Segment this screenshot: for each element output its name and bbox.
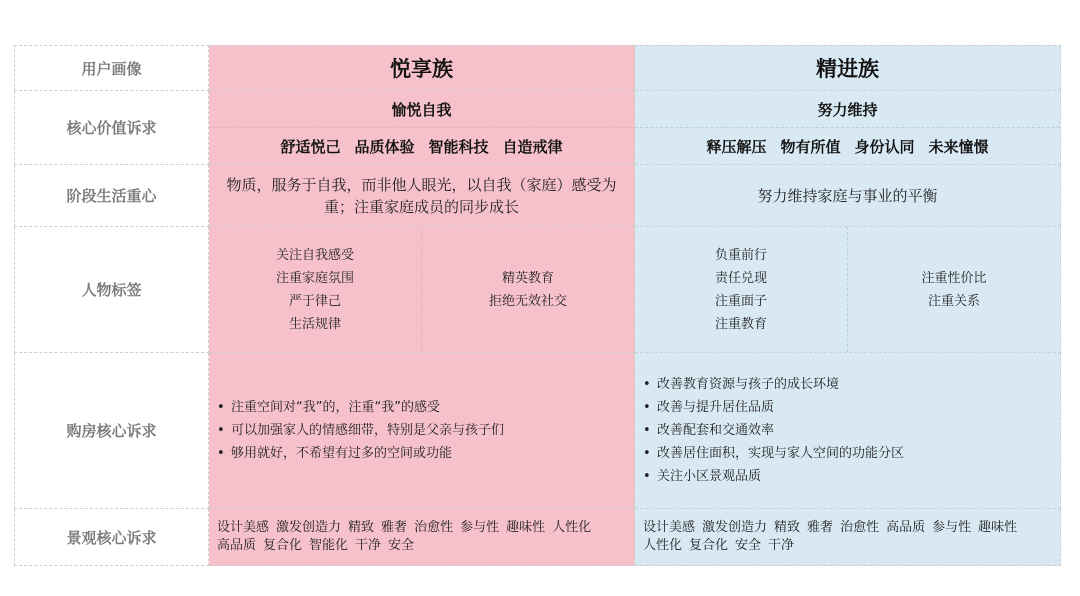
landscape-tag: 干净 — [768, 538, 795, 553]
core-value-jingjin — [635, 91, 1061, 165]
value-main: 愉悦自我 — [209, 91, 634, 128]
persona-tag: 注重性价比 — [921, 270, 987, 286]
list-item: • 改善与提升居住品质 — [643, 396, 904, 419]
landscape-tag: 复合化 — [689, 538, 729, 553]
stage-focus-jingjin — [635, 165, 1061, 227]
persona-tag: 精英教育 — [501, 270, 554, 286]
landscape-tag: 治愈性 — [414, 520, 454, 535]
purchase-yuexiang — [209, 353, 635, 509]
value-tags — [209, 128, 634, 164]
value-tag: 身份认同 — [854, 137, 915, 156]
persona-tags-yuexiang — [209, 227, 635, 353]
stage-focus-yuexiang — [209, 165, 635, 227]
stage-text: 物质，服务于自我，而非他人眼光，以自我（家庭）感受为重；注重家庭成员的同步成长 — [226, 175, 617, 216]
row-label-profile: 用户画像 — [14, 45, 209, 91]
persona-tags-right — [422, 227, 634, 352]
landscape-tag: 安全 — [388, 538, 415, 553]
value-main: 努力维持 — [635, 91, 1060, 128]
landscape-tag: 治愈性 — [840, 520, 880, 535]
list-item: • 改善配套和交通效率 — [643, 419, 904, 442]
landscape-tag: 人性化 — [552, 520, 592, 535]
value-tag: 品质体验 — [354, 137, 415, 156]
persona-tag: 注重面子 — [714, 293, 767, 309]
persona-tag: 注重教育 — [714, 316, 767, 332]
persona-tag: 严于律己 — [288, 293, 341, 309]
list-item: • 可以加强家人的情感细带，特别是父亲与孩子们 — [217, 419, 504, 442]
value-tag: 自造戒律 — [502, 137, 563, 156]
purchase-jingjin — [635, 353, 1061, 509]
value-tags — [635, 128, 1060, 164]
value-tag: 舒适悦己 — [280, 137, 341, 156]
group-name-jingjin: 精进族 — [635, 45, 1061, 91]
landscape-tag: 安全 — [735, 538, 762, 553]
purchase-list — [209, 396, 504, 465]
value-tag: 物有所值 — [780, 137, 841, 156]
value-tag: 释压解压 — [706, 137, 767, 156]
landscape-tag: 高品质 — [886, 520, 926, 535]
landscape-tag: 激发创造力 — [276, 520, 342, 535]
purchase-list — [635, 373, 904, 488]
landscape-tag: 设计美感 — [217, 520, 270, 535]
group-name-yuexiang: 悦享族 — [209, 45, 635, 91]
row-label-landscape: 景观核心诉求 — [14, 509, 209, 566]
persona-tags-jingjin — [635, 227, 1061, 353]
persona-tag: 注重家庭氛围 — [275, 270, 354, 286]
stage-text: 努力维持家庭与事业的平衡 — [757, 186, 938, 205]
list-item: • 关注小区景观品质 — [643, 465, 904, 488]
landscape-tag: 激发创造力 — [702, 520, 768, 535]
persona-tags-right — [848, 227, 1060, 352]
core-value-yuexiang — [209, 91, 635, 165]
list-item: • 注重空间对“我”的，注重“我”的感受 — [217, 396, 504, 419]
value-tag: 智能科技 — [428, 137, 489, 156]
landscape-tag: 精致 — [348, 520, 375, 535]
row-label-purchase: 购房核心诉求 — [14, 353, 209, 509]
landscape-tag: 雅奢 — [381, 520, 408, 535]
row-label-persona-tags: 人物标签 — [14, 227, 209, 353]
list-item: • 改善教育资源与孩子的成长环境 — [643, 373, 904, 396]
row-label-stage-focus: 阶段生活重心 — [14, 165, 209, 227]
landscape-tag: 精致 — [774, 520, 801, 535]
persona-tag: 生活规律 — [288, 316, 341, 332]
persona-tag: 注重关系 — [927, 293, 980, 309]
landscape-tag: 复合化 — [263, 538, 303, 553]
landscape-tag: 趣味性 — [506, 520, 546, 535]
persona-tags-left — [209, 227, 422, 352]
landscape-jingjin — [635, 509, 1061, 566]
list-item: • 够用就好，不希望有过多的空间或功能 — [217, 442, 504, 465]
landscape-tag: 人性化 — [643, 538, 683, 553]
landscape-tag: 参与性 — [460, 520, 500, 535]
landscape-tag: 高品质 — [217, 538, 257, 553]
landscape-tag: 参与性 — [932, 520, 972, 535]
value-tag: 未来憧憬 — [928, 137, 989, 156]
persona-tag: 拒绝无效社交 — [488, 293, 567, 309]
landscape-yuexiang — [209, 509, 635, 566]
row-label-core-value: 核心价值诉求 — [14, 91, 209, 165]
list-item: • 改善居住面积，实现与家人空间的功能分区 — [643, 442, 904, 465]
persona-tags-left — [635, 227, 848, 352]
persona-comparison-table — [14, 45, 1061, 566]
landscape-tag: 设计美感 — [643, 520, 696, 535]
landscape-tag: 雅奢 — [807, 520, 834, 535]
landscape-tag: 智能化 — [309, 538, 349, 553]
persona-tag: 负重前行 — [714, 247, 767, 263]
landscape-tag: 趣味性 — [978, 520, 1018, 535]
landscape-tag: 干净 — [355, 538, 382, 553]
persona-tag: 责任兑现 — [714, 270, 767, 286]
persona-tag: 关注自我感受 — [275, 247, 354, 263]
